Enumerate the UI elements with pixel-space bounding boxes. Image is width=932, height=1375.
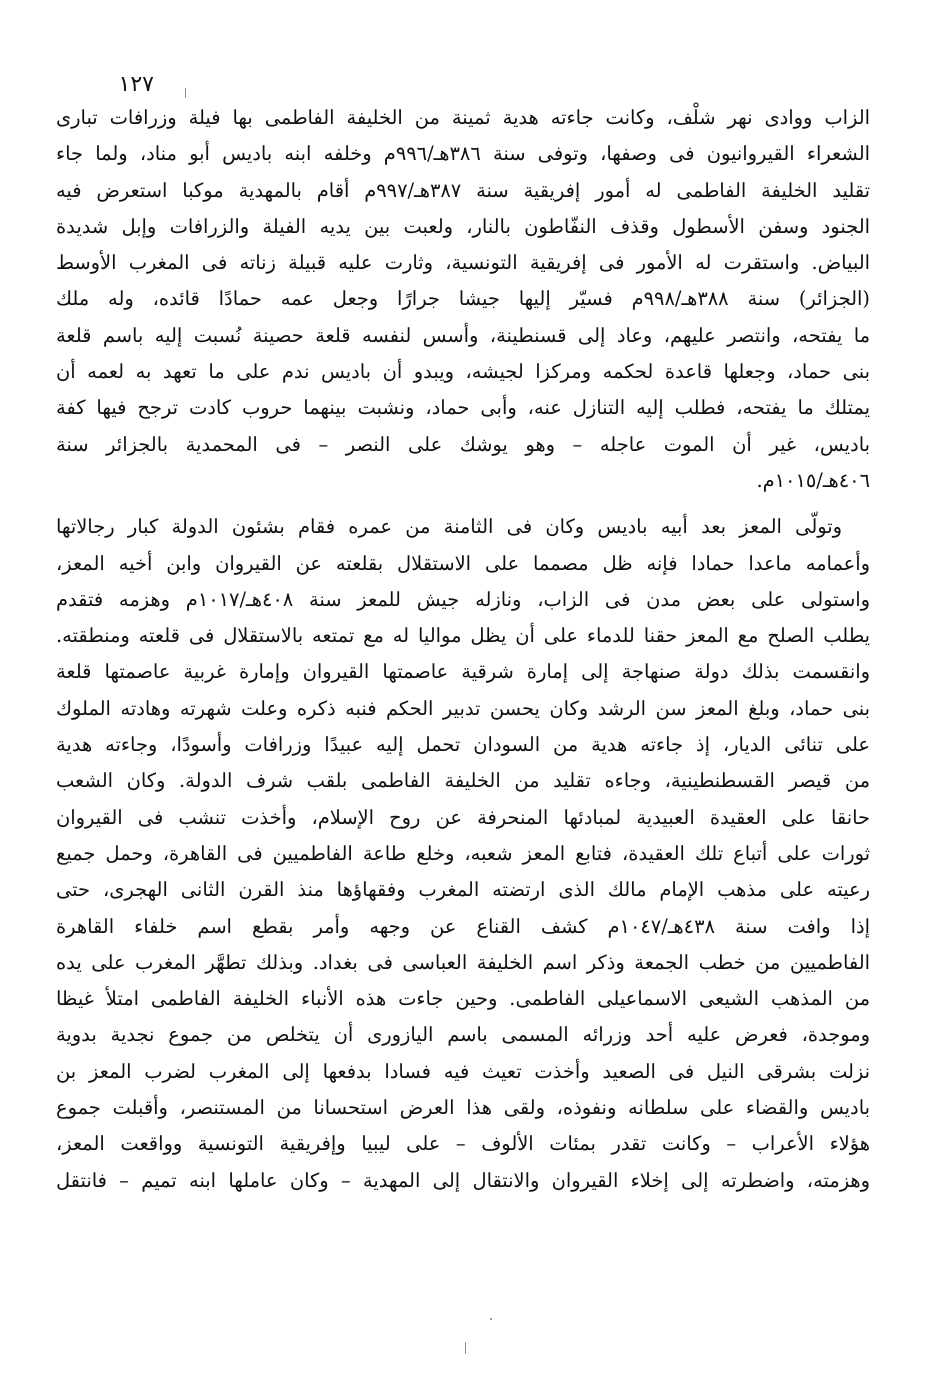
- text-line: البياض. واستقرت له الأمور فى إفريقية التونسية، وثارت عليه قبيلة زناته فى المغرب الأوسط: [56, 251, 870, 275]
- text-line: رعيته على مذهب الإمام مالك الذى ارتضته المغرب وفقهاؤها منذ القرن الثانى الهجرى، حتى: [56, 878, 870, 902]
- text-line: بنى حماد، وبلغ المعز سن الرشد وكان يحسن تدبير الحكم فنبه ذكره وعلت شهرته وهادته الملوك: [56, 696, 870, 720]
- text-line: وأعمامه ماعدا حمادا فإنه ظل مصمما على الاستقلال بقلعته عن القيروان وابن أخيه المعز،: [56, 551, 870, 575]
- scan-dot: [490, 1318, 492, 1320]
- paragraph-gap: [56, 499, 870, 509]
- paragraph-2: [56, 509, 870, 1199]
- text-line: باديس، غير أن الموت عاجله – وهو يوشك على النصر – فى المحمدية بالجزائر سنة: [56, 432, 870, 456]
- text-line: يطلب الصلح مع المعز حقنا للدماء على أن يظل مواليا له مع تمتعه بالاستقلال فى قلعته ومنطقته.: [56, 624, 870, 648]
- text-line: تقليد الخليفة الفاطمى له أمور إفريقية سنة ٣٨٧هـ/٩٩٧م أقام بالمهدية موكبا استعرض فيه: [56, 178, 870, 202]
- text-line: يمتلك ما يفتحه، فطلب إليه التنازل عنه، وأبى حماد، ونشبت بينهما حروب كادت ترجح فيها كفة: [56, 396, 870, 420]
- text-line: واستولى على بعض مدن فى الزاب، ونازله جيش للمعز سنة ٤٠٨هـ/١٠١٧م وهزمه فتقدم: [56, 587, 870, 611]
- text-line: وموجدة، فعرض عليه أحد وزرائه المسمى باسم اليازورى أن يتخلص من جموع نجدية بدوية: [56, 1023, 870, 1047]
- text-line: بنى حماد، وجعلها قاعدة لحكمه ومركزا لجيشه، ويبدو أن باديس ندم على ما تعهد به لعمه أن: [56, 360, 870, 384]
- text-line: الفاطميين من خطب الجمعة وذكر اسم الخليفة العباسى فى بغداد. وبذلك تطهَّر المغرب على يده: [56, 950, 870, 974]
- text-line: وهزمته، واضطرته إلى إخلاء القيروان والانتقال إلى المهدية – وكان عاملها ابنه تميم – فانتقل: [56, 1168, 870, 1192]
- text-line: نزلت بشرقى النيل فى الصعيد وأخذت تعيث فيه فسادا بدفعها إلى المغرب لضرب المعز بن: [56, 1059, 870, 1083]
- text-line: هؤلاء الأعراب – وكانت تقدر بمئات الألوف – على ليبيا وإفريقية التونسية وواقعت المعز،: [56, 1132, 870, 1156]
- paragraph-1: [56, 100, 870, 499]
- body-text: [56, 100, 870, 1199]
- page-number: ١٢٧: [118, 72, 154, 97]
- text-line: (الجزائر) سنة ٣٨٨هـ/٩٩٨م فسيّر إليها جيشا جرارًا وجعل عمه حمادًا قائده، وله ملك: [56, 287, 870, 311]
- text-line: من قيصر القسطنطينية، وجاءه تقليد من الخليفة الفاطمى بلقب شرف الدولة. وكان الشعب: [56, 769, 870, 793]
- text-line: حانقا على العقيدة العبيدية لمبادئها المنحرفة عن روح الإسلام، وأخذت تنشب فى القيروان: [56, 805, 870, 829]
- text-line: إذا وافت سنة ٤٣٨هـ/١٠٤٧م كشف القناع عن وجهه وأمر بقطع اسم خلفاء القاهرة: [56, 914, 870, 938]
- text-line: الزاب ووادى نهر شلْف، وكانت جاءته هدية ثمينة من الخليفة الفاطمى بها فيلة وزرافات تبارى: [56, 106, 870, 129]
- text-line: الجنود وسفن الأسطول وقذف النفّاطون بالنار، ولعبت بين يديه الفيلة والزرافات وإبل شديدة: [56, 214, 870, 238]
- text-line: ما يفتحه، وانتصر عليهم، وعاد إلى قسنطينة، وأسس لنفسه قلعة حصينة نُسبت إليه باسم قلعة: [56, 323, 870, 347]
- scan-mark-bottom: [465, 1342, 466, 1354]
- text-line: الشعراء القيروانيون فى وصفها، وتوفى سنة ٣٨٦هـ/٩٩٦م وخلفه ابنه باديس أبو مناد، ولما جاء: [56, 142, 870, 166]
- text-line: وتولّى المعز بعد أبيه باديس وكان فى الثامنة من عمره فقام بشئون الدولة كبار رجالاتها: [56, 515, 842, 539]
- text-line: ٤٠٦هـ/١٠١٥م.: [756, 468, 870, 492]
- text-line: وانقسمت بذلك دولة صنهاجة إلى إمارة شرقية عاصمتها القيروان وإمارة غربية عاصمتها قلعة: [56, 660, 870, 684]
- text-line: على تنائى الديار، إذ جاءته هدية من السودان تحمل إليه عبيدًا وزرافات وأسودًا، وجاءته هدية: [56, 733, 870, 757]
- text-line: من المذهب الشيعى الاسماعيلى الفاطمى. وحين جاءت هذه الأنباء الخليفة الفاطمى امتلأ غيظا: [56, 987, 870, 1011]
- text-line: باديس والقضاء على سلطانه ونفوذه، ولقى هذا العرض استحسانا من المستنصر، وأقبلت جموع: [56, 1096, 870, 1120]
- scan-mark-top: [185, 88, 186, 98]
- text-line: ثورات على أتباع تلك العقيدة، فتابع المعز شعبه، وخلع طاعة الفاطميين فى القاهرة، وحمل جميع: [56, 841, 870, 865]
